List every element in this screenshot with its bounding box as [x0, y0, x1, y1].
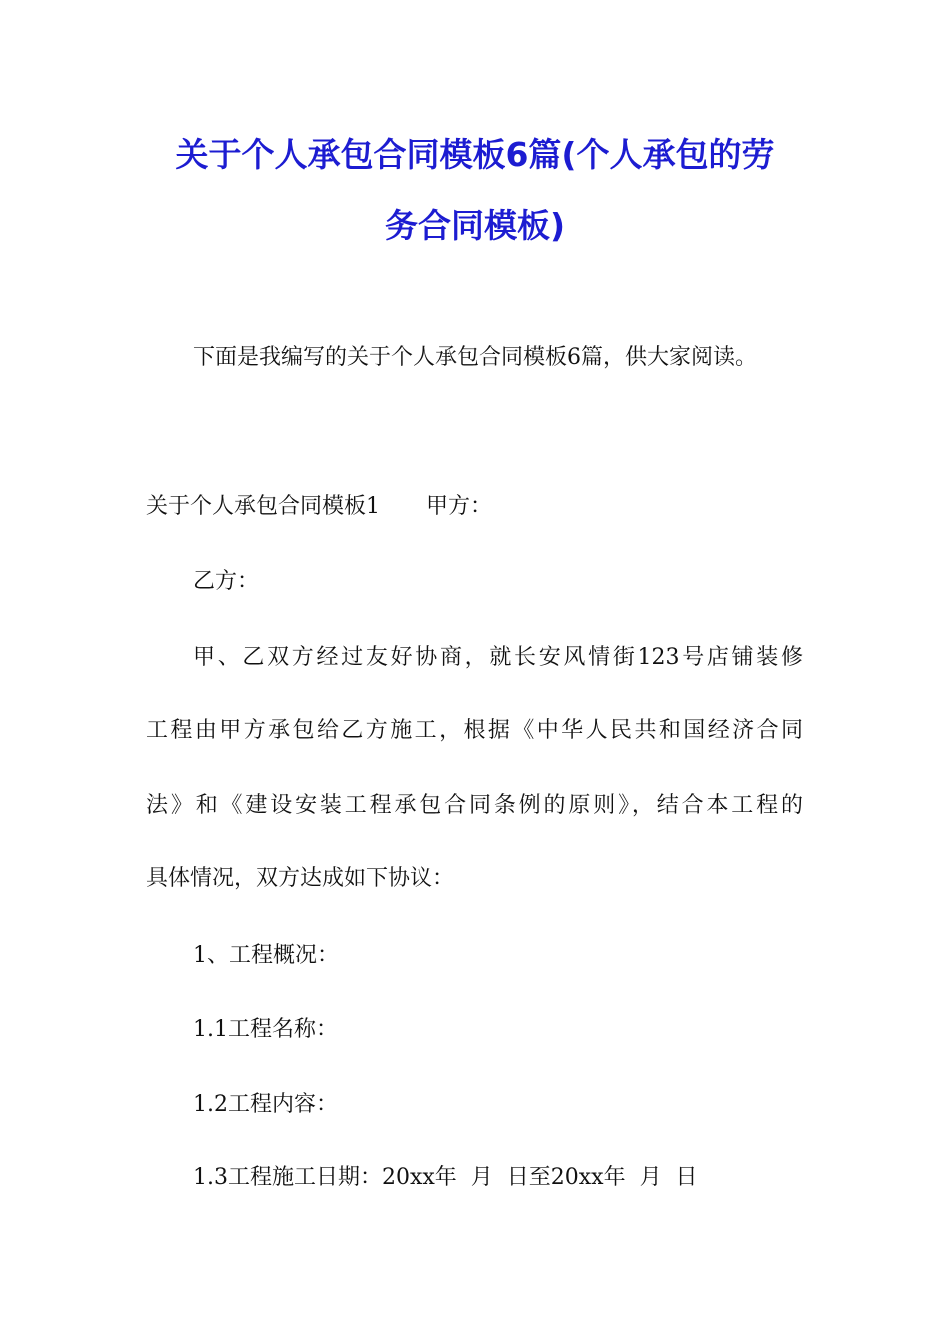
party-a-label: 甲方：	[426, 494, 493, 519]
document-title-line-2: 务合同模板)	[384, 206, 566, 245]
paragraph-line: 工程由甲方承包给乙方施工，根据《中华人民共和国经济合同	[146, 718, 803, 743]
list-item: 1.2工程内容：	[193, 1092, 338, 1117]
paragraph-line: 甲、乙双方经过友好协商，就长安风情街123号店铺装修	[193, 645, 803, 670]
paragraph-line: 法》和《建设安装工程承包合同条例的原则》，结合本工程的	[146, 793, 803, 818]
list-item: 1.3工程施工日期：20xx年 月 日至20xx年 月 日	[193, 1165, 698, 1190]
intro-paragraph: 下面是我编写的关于个人承包合同模板6篇，供大家阅读。	[193, 345, 757, 370]
paragraph-line: 具体情况，双方达成如下协议：	[146, 866, 455, 891]
section-heading: 关于个人承包合同模板1	[146, 494, 380, 519]
list-item: 1.1工程名称：	[193, 1017, 338, 1042]
section-heading-row	[146, 496, 492, 518]
list-item: 1、工程概况：	[193, 943, 339, 968]
document-title-line-1: 关于个人承包合同模板6篇(个人承包的劳	[175, 135, 775, 174]
party-b-label: 乙方：	[193, 569, 260, 594]
